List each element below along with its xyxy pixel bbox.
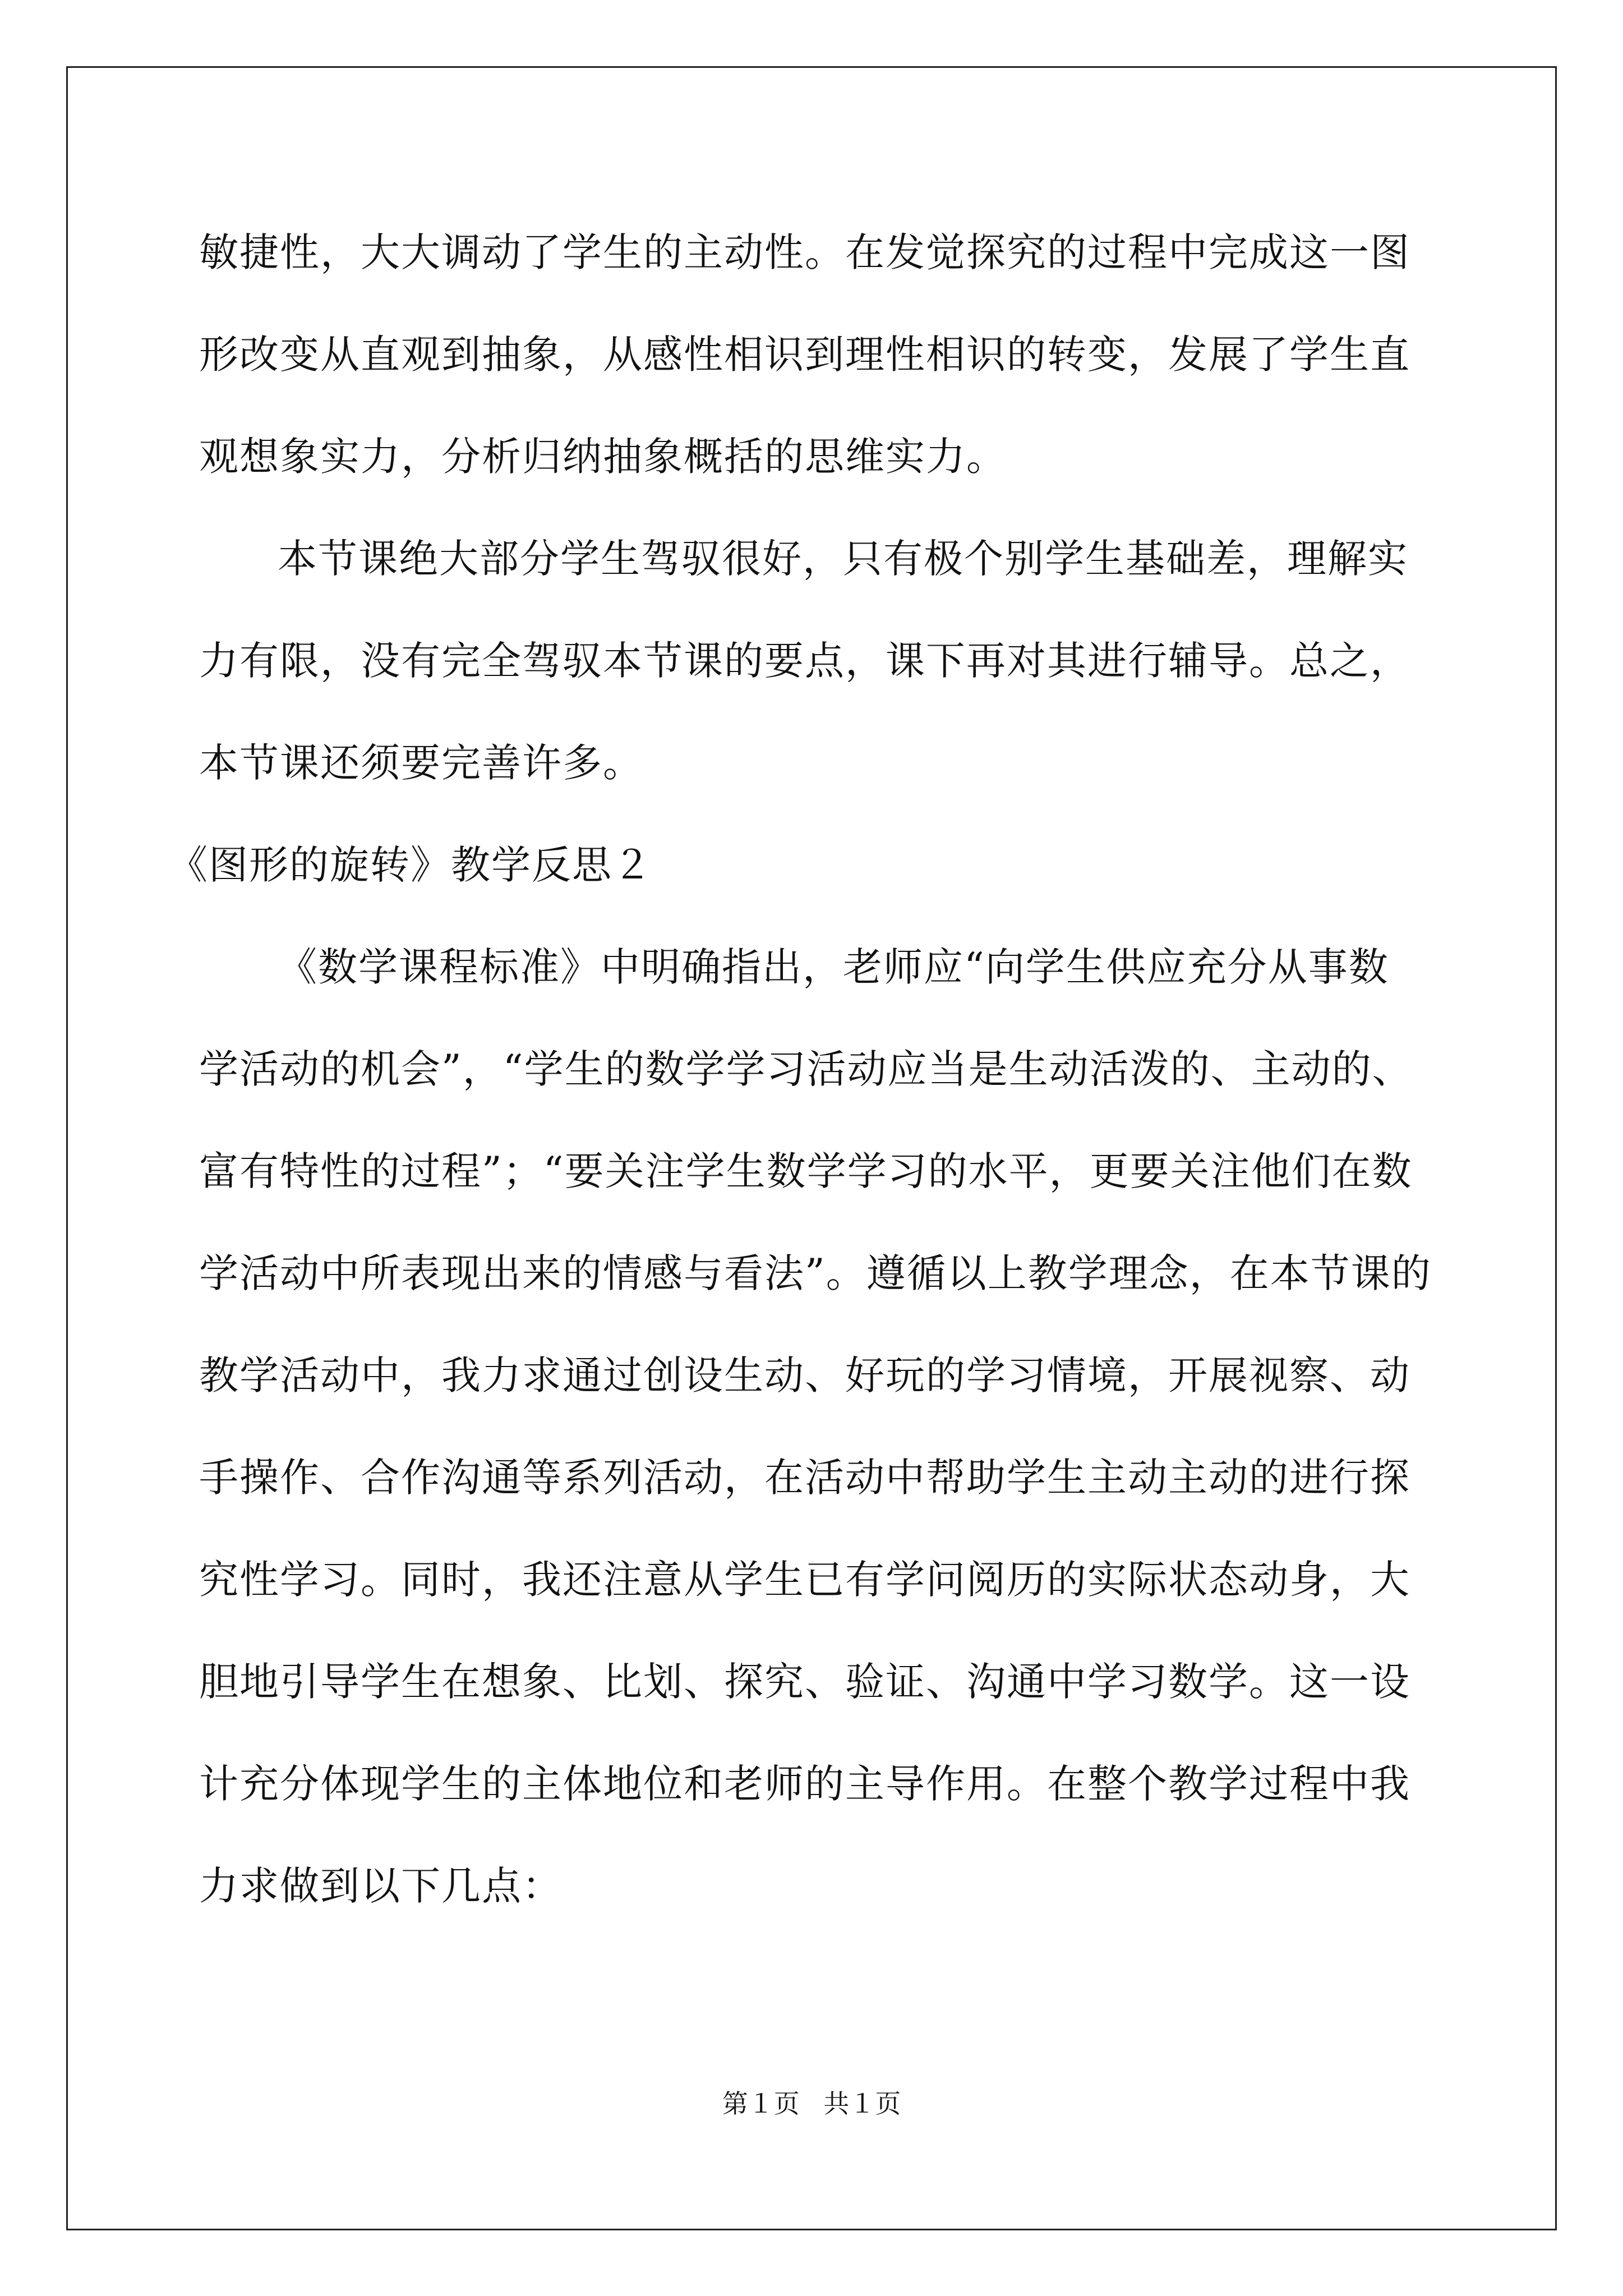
paragraph-line: 观想象实力，分析归纳抽象概括的思维实力。 <box>199 434 1007 480</box>
paragraph-line: 教学活动中，我力求通过创设生动、好玩的学习情境，开展视察、动 <box>199 1352 1410 1398</box>
page-number-total: 共１页 <box>823 2088 901 2119</box>
paragraph-line: 胆地引导学生在想象、比划、探究、验证、沟通中学习数学。这一设 <box>199 1659 1410 1705</box>
paragraph-line: 敏捷性，大大调动了学生的主动性。在发觉探究的过程中完成这一图 <box>199 229 1410 275</box>
paragraph-line: 手操作、合作沟通等系列活动，在活动中帮助学生主动主动的进行探 <box>199 1455 1410 1501</box>
paragraph-line: 《数学课程标准》中明确指出，老师应“向学生供应充分从事数 <box>278 944 1389 990</box>
paragraph-line: 学活动的机会”，“学生的数学学习活动应当是生动活泼的、主动的、 <box>199 1046 1413 1092</box>
paragraph-line: 力求做到以下几点： <box>199 1863 562 1909</box>
page-footer <box>0 2087 1623 2120</box>
paragraph-line: 富有特性的过程”；“要关注学生数学学习的水平，更要关注他们在数 <box>199 1148 1413 1194</box>
paragraph-line: 学活动中所表现出来的情感与看法”。遵循以上教学理念，在本节课的 <box>199 1250 1432 1296</box>
page-number-current: 第１页 <box>722 2088 800 2119</box>
paragraph-line: 本节课还须要完善许多。 <box>199 740 643 786</box>
paragraph-line: 形改变从直观到抽象，从感性相识到理性相识的转变，发展了学生直 <box>199 332 1410 378</box>
paragraph-line: 本节课绝大部分学生驾驭很好，只有极个别学生基础差，理解实 <box>278 536 1408 582</box>
document-body <box>168 216 1433 1952</box>
paragraph-line: 究性学习。同时，我还注意从学生已有学问阅历的实际状态动身，大 <box>199 1557 1410 1603</box>
section-heading: 《图形的旋转》教学反思２ <box>168 842 653 888</box>
paragraph-line: 力有限，没有完全驾驭本节课的要点，课下再对其进行辅导。总之， <box>199 638 1410 684</box>
paragraph-line: 计充分体现学生的主体地位和老师的主导作用。在整个教学过程中我 <box>199 1761 1410 1807</box>
